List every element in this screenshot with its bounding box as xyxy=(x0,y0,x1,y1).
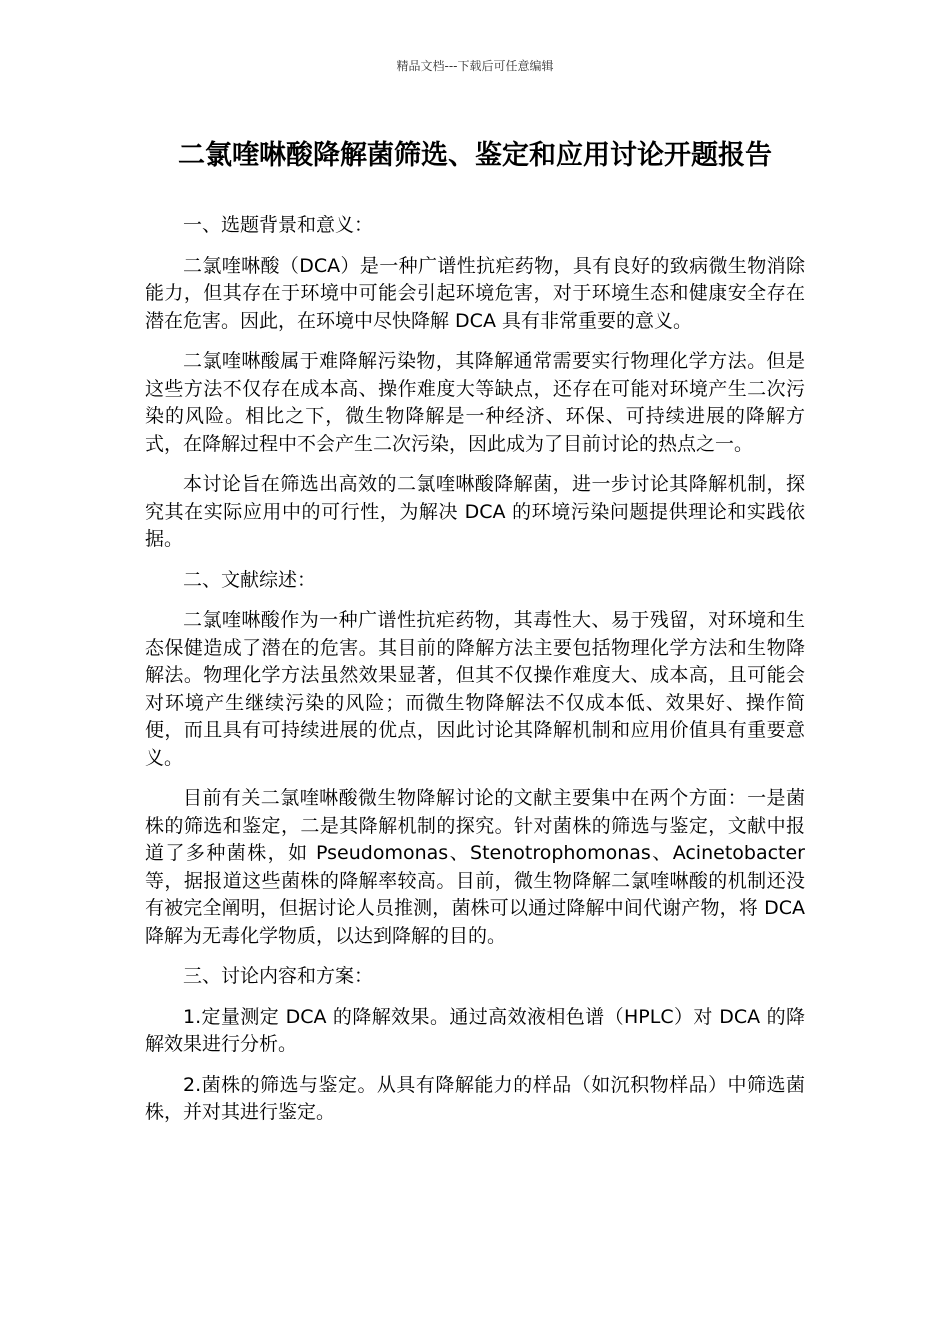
paragraph-plan-1: 1.定量测定 DCA 的降解效果。通过高效液相色谱（HPLC）对 DCA 的降解效果进行分析。 xyxy=(145,1005,805,1055)
paragraph-literature-1: 二氯喹啉酸作为一种广谱性抗疟药物，其毒性大、易于残留，对环境和生态保健造成了潜在的危害。其目前的降解方法主要包括物理化学方法和生物降解法。物理化学方法虽然效果显著，但其不仅操作难度大、成本高，且可能会对环境产生继续污染的风险；而微生物降解法不仅成本低、效果好、操作简便，而且具有可持续进展的优点，因此讨论其降解机制和应用价值具有重要意义。 xyxy=(145,609,805,769)
paragraph-plan-2: 2.菌株的筛选与鉴定。从具有降解能力的样品（如沉积物样品）中筛选菌株，并对其进行鉴定。 xyxy=(145,1073,805,1123)
document-title: 二氯喹啉酸降解菌筛选、鉴定和应用讨论开题报告 xyxy=(178,140,772,171)
paragraph-literature-2: 目前有关二氯喹啉酸微生物降解讨论的文献主要集中在两个方面：一是菌株的筛选和鉴定，二是其降解机制的探究。针对菌株的筛选与鉴定，文献中报道了多种菌株，如 Pseudomonas、Stenotrophomonas、Acinetobacter 等，据报道这些菌株的降解率较高。目前，微生物降解二氯喹啉酸的机制还没有被完全阐明，但据讨论人员推测，菌株可以通过降解中间代谢产物，将 DCA 降解为无毒化学物质，以达到降解的目的。 xyxy=(145,787,805,947)
section-heading-plan: 三、讨论内容和方案： xyxy=(183,965,374,987)
document-body xyxy=(145,212,805,1140)
section-heading-literature: 二、文献综述： xyxy=(183,568,317,591)
paragraph-background-2: 二氯喹啉酸属于难降解污染物，其降解通常需要实行物理化学方法。但是这些方法不仅存在成本高、操作难度大等缺点，还存在可能对环境产生二次污染的风险。相比之下，微生物降解是一种经济、环保、可持续进展的降解方式，在降解过程中不会产生二次污染，因此成为了目前讨论的热点之一。 xyxy=(145,350,805,455)
section-heading-background: 一、选题背景和意义： xyxy=(183,214,374,236)
paragraph-background-3: 本讨论旨在筛选出高效的二氯喹啉酸降解菌，进一步讨论其降解机制，探究其在实际应用中的可行性，为解决 DCA 的环境污染问题提供理论和实践依据。 xyxy=(145,473,805,550)
paragraph-background-1: 二氯喹啉酸（DCA）是一种广谱性抗疟药物，具有良好的致病微生物消除能力，但其存在于环境中可能会引起环境危害，对于环境生态和健康安全存在潜在危害。因此，在环境中尽快降解 DCA 具有非常重要的意义。 xyxy=(145,254,805,332)
header-note: 精品文档---下载后可任意编辑 xyxy=(396,59,554,73)
